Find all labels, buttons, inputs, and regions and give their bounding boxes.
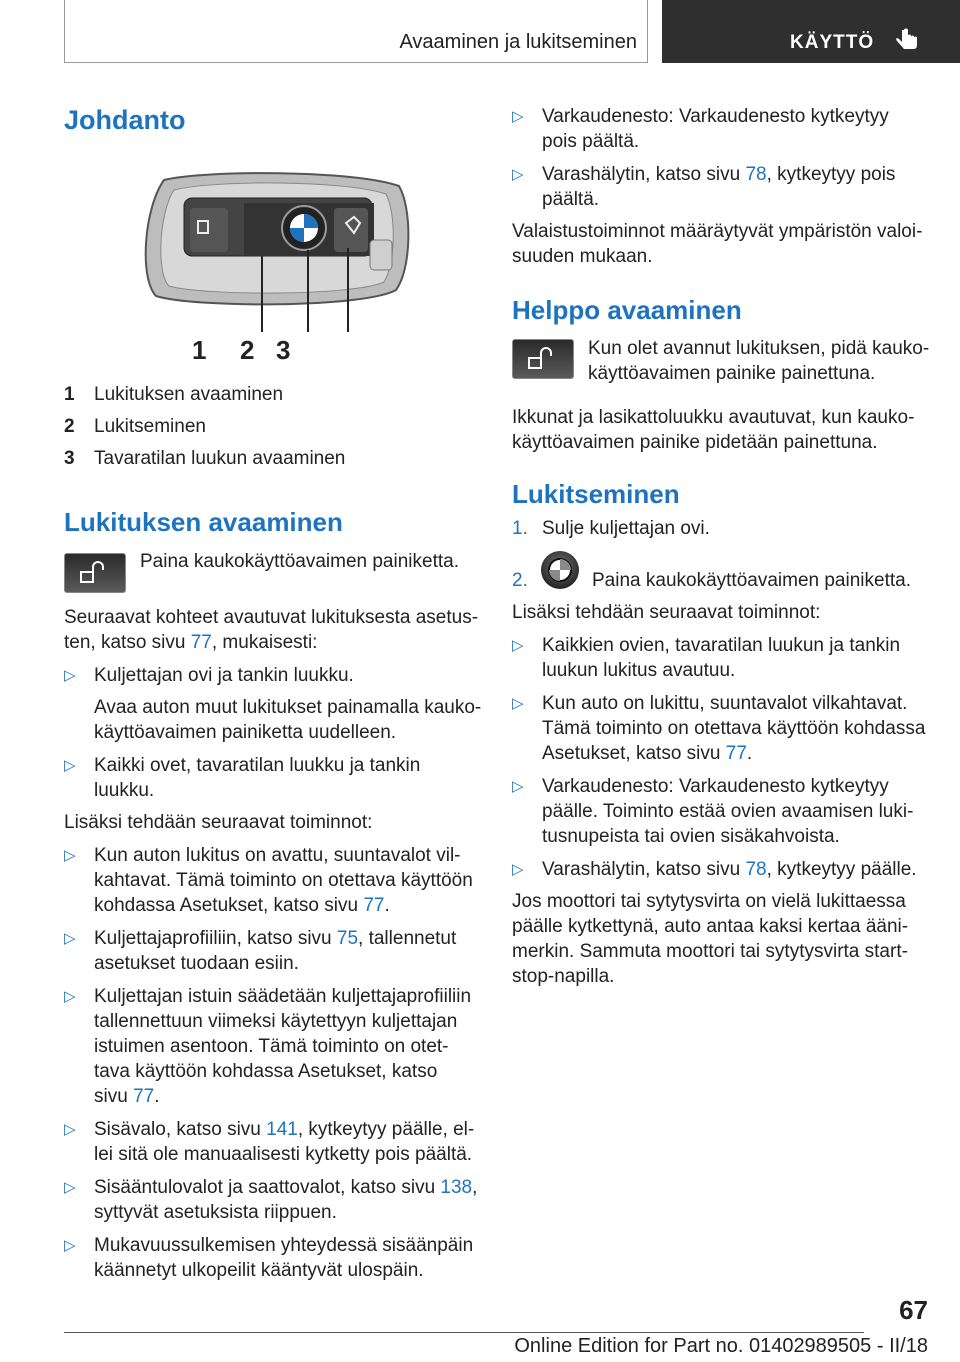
footer-edition: Online Edition for Part no. 01402989505 - II/18 xyxy=(514,1335,928,1357)
list-item: ▷ Kaikkien ovien, tavaratilan luukun ja tankin luukun lukitus avautuu. xyxy=(512,635,901,681)
easy-open-intro: Kun olet avannut lukituksen, pidä kauko- käyttöavaimen painike painettuna. xyxy=(588,338,930,384)
list-item: ▷ Varashälytin, katso sivu 78, kytkeytyy pois päältä. xyxy=(512,164,896,210)
list-item-note: Avaa auton muut lukitukset painamalla kauko- käyttöavaimen painiketta uudelleen. xyxy=(94,697,482,743)
page-link[interactable]: 75 xyxy=(336,928,359,949)
legend-item: 3 Tavaratilan luukun avaaminen xyxy=(64,448,346,469)
list-item: ▷ Sisääntulovalot ja saattovalot, katso sivu 138, syttyvät asetuksista riippuen. xyxy=(64,1177,478,1223)
locking-steps xyxy=(512,516,932,541)
page-number: 67 xyxy=(899,1295,928,1325)
unlock-intro: Paina kaukokäyttöavaimen painiketta. xyxy=(140,551,459,572)
section-title-locking: Lukitseminen xyxy=(512,479,680,509)
paragraph: Ikkunat ja lasikattoluukku avautuvat, kun kauko- käyttöavaimen painike pidetään painettuna. xyxy=(512,407,915,453)
paragraph: Seuraavat kohteet avautuvat lukituksesta asetus- ten, katso sivu 77, mukaisesti: xyxy=(64,607,479,653)
list-item: ▷ Kun auton lukitus on avattu, suuntavalot vil- kahtavat. Tämä toiminto on otettava käyttöön kohdassa Asetukset, katso sivu 77. xyxy=(64,845,473,916)
callout-2: 2 xyxy=(240,335,255,365)
list-item: ▷ Sisävalo, katso sivu 141, kytkeytyy päälle, el- lei sitä ole manuaalisesti kytketty pois päältä. xyxy=(64,1119,475,1165)
chapter-tab-label: KÄYTTÖ xyxy=(790,32,875,53)
page-link[interactable]: 141 xyxy=(266,1119,298,1140)
unlock-button-icon xyxy=(64,553,126,593)
page-link[interactable]: 138 xyxy=(440,1177,473,1198)
header-section-title: Avaaminen ja lukitseminen xyxy=(399,31,637,53)
list-item: ▷ Kuljettajan istuin säädetään kuljettajaprofiiliin tallennettuun viimeksi käytettyyn kuljettajan istuimen asentoon. Tämä toiminto on otet- tava käyttöön kohdassa Asetukset, katso sivu 77. xyxy=(64,986,472,1107)
step-item: 1. Sulje kuljettajan ovi. xyxy=(512,518,710,539)
unlock-button-icon xyxy=(512,339,574,379)
list-item: ▷ Kaikki ovet, tavaratilan luukku ja tankin luukku. xyxy=(64,755,421,801)
unlock-body xyxy=(64,605,484,1283)
footer-divider xyxy=(64,1332,864,1333)
section-title-intro: Johdanto xyxy=(64,105,186,135)
list-item: ▷ Varkaudenesto: Varkaudenesto kytkeytyy päälle. Toiminto estää ovien avaamisen luki- tusnupeista tai ovien sisäkahvoista. xyxy=(512,776,914,847)
callout-3: 3 xyxy=(276,335,291,365)
paragraph: Jos moottori tai sytytysvirta on vielä lukittaessa päälle kytkettynä, auto antaa kaksi kertaa ääni- merkin. Sammuta moottori tai sytytysvirta start- stop-napilla. xyxy=(512,891,909,987)
step-text: Paina kaukokäyttöavaimen painiketta. xyxy=(592,570,911,591)
lock-button-icon xyxy=(540,550,580,590)
right-top-list xyxy=(512,104,932,269)
legend-item: 1 Lukituksen avaaminen xyxy=(64,384,284,405)
callout-1: 1 xyxy=(192,335,207,365)
section-title-easy-open: Helppo avaaminen xyxy=(512,295,742,325)
paragraph: Lisäksi tehdään seuraavat toiminnot: xyxy=(64,812,373,833)
list-item: ▷ Kuljettajaprofiiliin, katso sivu 75, tallennetut asetukset tuodaan esiin. xyxy=(64,928,457,974)
legend-item: 2 Lukitseminen xyxy=(64,416,206,437)
list-item: ▷ Kuljettajan ovi ja tankin luukku. xyxy=(64,665,354,686)
paragraph: Valaistustoiminnot määräytyvät ympäristön valoi- suuden mukaan. xyxy=(512,221,923,267)
page-link[interactable]: 77 xyxy=(190,632,212,653)
section-title-unlock: Lukituksen avaaminen xyxy=(64,507,343,537)
list-item: ▷ Kun auto on lukittu, suuntavalot vilkahtavat. Tämä toiminto on otettava käyttöön kohdassa Asetukset, katso sivu 77. xyxy=(512,693,926,764)
list-item: ▷ Mukavuussulkemisen yhteydessä sisäänpäin käännetyt ulkopeilit kääntyvät ulospäin. xyxy=(64,1235,474,1281)
page-link[interactable]: 78 xyxy=(745,164,767,185)
list-item: ▷ Varashälytin, katso sivu 78, kytkeytyy päälle. xyxy=(512,859,917,880)
paragraph: Lisäksi tehdään seuraavat toiminnot: xyxy=(512,602,821,623)
page-link[interactable]: 77 xyxy=(133,1086,155,1107)
page-link[interactable]: 77 xyxy=(363,895,385,916)
step-item: 2. xyxy=(512,570,528,591)
locking-body xyxy=(512,600,932,989)
legend-list xyxy=(64,382,480,471)
hand-pointer-icon xyxy=(892,26,922,56)
page-link[interactable]: 77 xyxy=(725,743,747,764)
key-fob-illustration xyxy=(134,168,414,364)
page-link[interactable]: 78 xyxy=(745,859,767,880)
list-item: ▷ Varkaudenesto: Varkaudenesto kytkeytyy pois päältä. xyxy=(512,106,889,152)
